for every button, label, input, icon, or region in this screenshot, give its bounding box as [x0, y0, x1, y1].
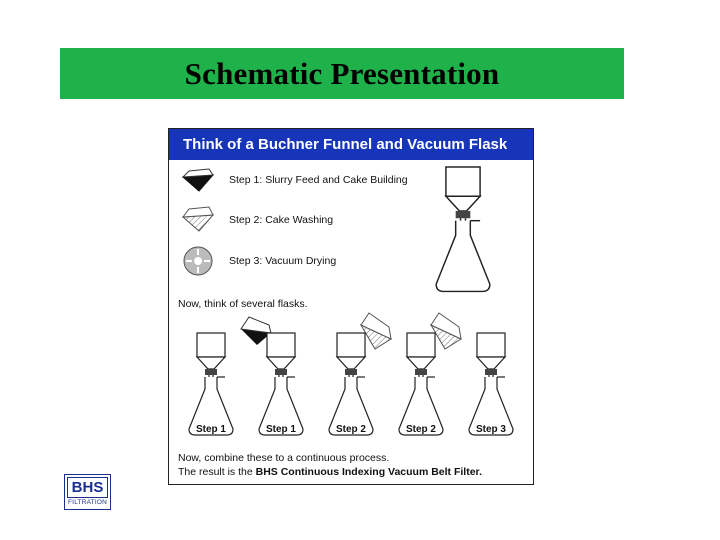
combine-text: Now, combine these to a continuous process.: [178, 452, 390, 464]
flask-label: Step 1: [195, 424, 227, 435]
slurry-feed-icon: [183, 169, 213, 191]
vacuum-drying-icon: [184, 247, 212, 275]
logo-subtitle: FILTRATION: [68, 499, 107, 506]
cake-washing-icon: [183, 207, 213, 231]
step-3-label: Step 3: Vacuum Drying: [229, 255, 337, 267]
slide-title: Schematic Presentation: [184, 55, 500, 91]
logo-name: BHS: [67, 477, 108, 498]
flask-label: Step 1: [265, 424, 297, 435]
figure-artwork: [169, 129, 535, 486]
result-prefix: The result is the: [178, 466, 256, 478]
flask-label: Step 2: [335, 424, 367, 435]
step-2-label: Step 2: Cake Washing: [229, 214, 334, 226]
bhs-logo: [64, 474, 111, 510]
several-flasks-text: Now, think of several flasks.: [178, 298, 308, 310]
result-bold: BHS Continuous Indexing Vacuum Belt Filter.: [255, 466, 482, 478]
single-flask: [436, 167, 490, 291]
title-bar: [60, 48, 624, 99]
figure-header: Think of a Buchner Funnel and Vacuum Flask: [169, 129, 533, 160]
flask-label: Step 2: [405, 424, 437, 435]
flask-label: Step 3: [475, 424, 507, 435]
buchner-figure: [168, 128, 534, 485]
step-1-label: Step 1: Slurry Feed and Cake Building: [229, 174, 408, 186]
